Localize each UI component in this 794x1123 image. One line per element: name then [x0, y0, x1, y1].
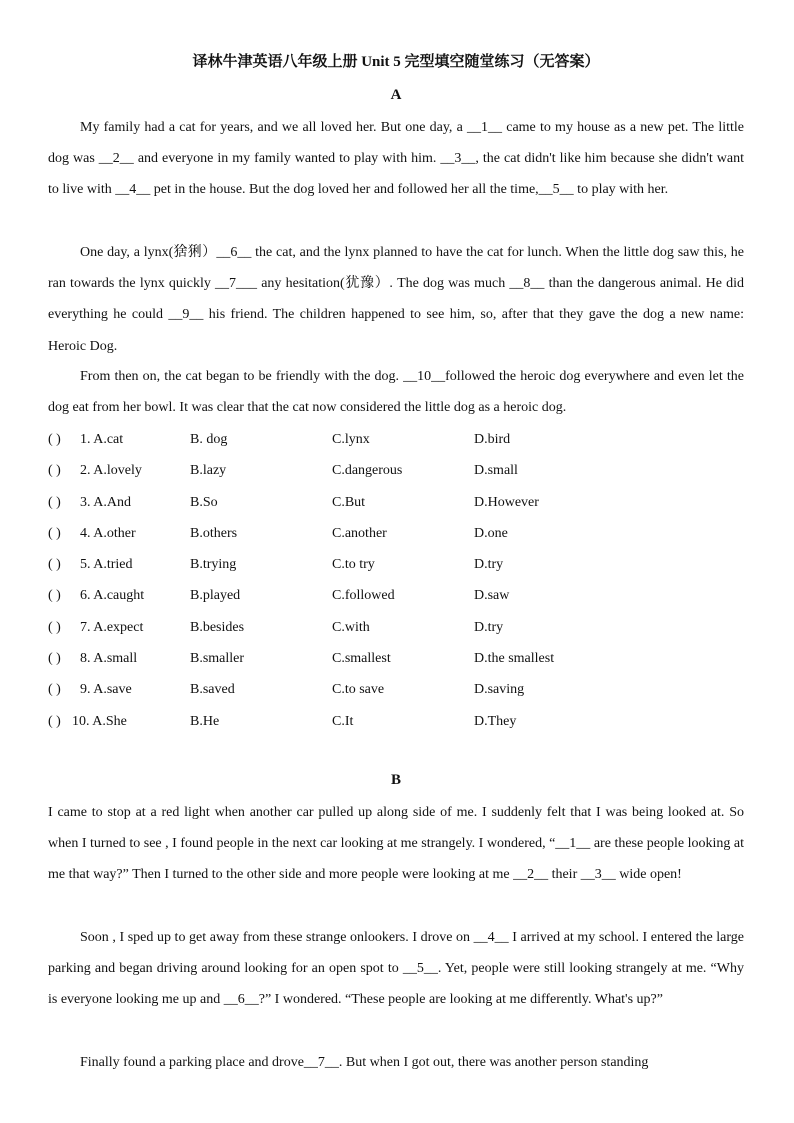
option-a: 7. A.expect: [80, 619, 144, 635]
option-c: C.It: [332, 713, 354, 729]
question-row: [48, 487, 744, 518]
option-c: C.to save: [332, 682, 385, 698]
question-row: [48, 455, 744, 486]
section-b-paragraph-3: Finally found a parking place and drove__7__. But when I got out, there was another person standing: [80, 1055, 649, 1070]
section-b-paragraph-2: Soon , I sped up to get away from these strange onlookers. I drove on __4__ I arrived at my school. I entered the large parking and began driving around looking for an open spot to __5__. Yet, people were still looking strangely at me. “Why is everyone looking me up and __6__?” I wondered. “These people are looking at me differently. What's up?”: [48, 930, 744, 1008]
option-d: D.They: [474, 713, 517, 729]
option-d: D.saving: [474, 682, 525, 698]
option-c: C.another: [332, 525, 387, 541]
section-b-heading: B: [390, 772, 401, 788]
option-c: C.smallest: [332, 651, 391, 667]
answer-blank: ( ): [48, 651, 61, 667]
section-a-heading: A: [390, 87, 402, 103]
option-b: B.So: [190, 494, 218, 510]
option-d: D.saw: [474, 588, 510, 604]
option-d: D.bird: [474, 432, 511, 447]
option-a: 6. A.caught: [80, 588, 145, 604]
option-c: C.dangerous: [332, 463, 403, 479]
option-d: D.try: [474, 619, 504, 635]
option-c: C.But: [332, 494, 366, 510]
option-c: C.lynx: [332, 432, 370, 447]
option-d: D.the smallest: [474, 651, 555, 667]
option-c: C.to try: [332, 557, 375, 573]
option-b: B.lazy: [190, 463, 227, 479]
option-b: B.trying: [190, 557, 237, 573]
question-row: [48, 518, 744, 549]
option-a: 1. A.cat: [80, 432, 124, 447]
option-a: 2. A.lovely: [80, 463, 142, 479]
option-a: 8. A.small: [80, 651, 138, 667]
option-a: 4. A.other: [80, 525, 136, 541]
question-row: [48, 612, 744, 643]
option-b: B. dog: [190, 432, 228, 447]
question-row: [48, 580, 744, 611]
answer-blank: ( ): [48, 463, 61, 479]
option-a: 3. A.And: [80, 494, 131, 510]
option-b: B.He: [190, 713, 220, 729]
question-row: [48, 549, 744, 580]
question-row: [48, 643, 744, 674]
option-a: 5. A.tried: [80, 557, 133, 573]
answer-blank: ( ): [48, 432, 61, 447]
answer-blank: ( ): [48, 494, 61, 510]
answer-blank: ( ): [48, 525, 61, 541]
page-title: 译林牛津英语八年级上册 Unit 5 完型填空随堂练习（无答案）: [192, 54, 600, 70]
section-a-question-list: [48, 424, 744, 737]
answer-blank: ( ): [48, 713, 61, 729]
option-d: D.small: [474, 463, 518, 479]
section-a-paragraph-2: One day, a lynx(猞猁）__6__ the cat, and the lynx planned to have the cat for lunch. When the little dog saw this, he ran towards the lynx quickly __7___ any hesitation(犹豫）. The dog was much __8__ than the dangerous animal. He did everything he could __9__ his friend. The children happened to see him, so, after that they gave the dog a new name: Heroic Dog.: [48, 245, 744, 354]
question-row: [48, 424, 744, 455]
option-d: D.try: [474, 557, 504, 573]
option-c: C.with: [332, 619, 370, 635]
option-a: 9. A.save: [80, 682, 132, 698]
section-b-paragraph-1: I came to stop at a red light when another car pulled up along side of me. I suddenly felt that I was being looked at. So when I turned to see , I found people in the next car looking at me strangely. I wondered, “__1__ are these people looking at me that way?” Then I turned to the other side and more people were looking at me __2__ their __3__ wide open!: [48, 805, 744, 883]
section-a-paragraph-1: My family had a cat for years, and we all loved her. But one day, a __1__ came to my house as a new pet. The little dog was __2__ and everyone in my family wanted to play with him. __3__, the cat didn't like him because she didn't want to live with __4__ pet in the house. But the dog loved her and followed her all the time,__5__ to play with her.: [48, 120, 744, 198]
question-row: [48, 674, 744, 705]
answer-blank: ( ): [48, 557, 61, 573]
question-row: [48, 706, 744, 737]
option-b: B.besides: [190, 619, 245, 635]
option-b: B.others: [190, 525, 238, 541]
option-b: B.smaller: [190, 651, 245, 667]
option-b: B.played: [190, 588, 241, 604]
option-b: B.saved: [190, 682, 235, 698]
answer-blank: ( ): [48, 588, 61, 604]
answer-blank: ( ): [48, 619, 61, 635]
section-a-paragraph-3: From then on, the cat began to be friendly with the dog. __10__followed the heroic dog everywhere and even let the dog eat from her bowl. It was clear that the cat now considered the little dog as a heroic dog.: [48, 369, 744, 416]
answer-blank: ( ): [48, 682, 61, 698]
option-d: D.one: [474, 525, 508, 541]
option-a: 10. A.She: [72, 713, 127, 729]
option-c: C.followed: [332, 588, 395, 604]
option-d: D.However: [474, 494, 539, 510]
